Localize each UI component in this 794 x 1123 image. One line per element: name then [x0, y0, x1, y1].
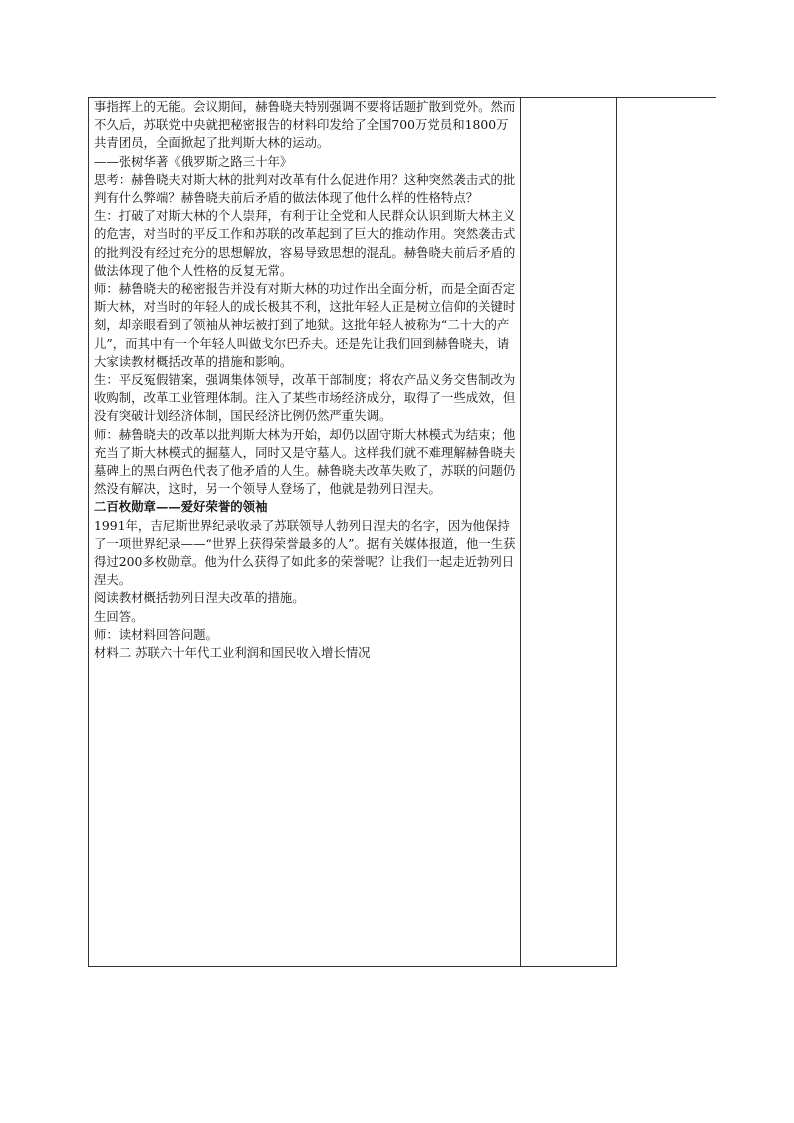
lesson-text-cell	[94, 98, 518, 662]
paragraph-1: 事指挥上的无能。会议期间，赫鲁晓夫特别强调不要将话题扩散到党外。然而不久后，苏联党中央就把秘密报告的材料印发给了全国700万党员和1800万共青团员，全面掀起了批判斯大林的运动。	[94, 99, 516, 151]
teacher-instruction: 师：读材料回答问题。	[94, 626, 218, 642]
table-bottom-border	[88, 966, 617, 967]
table-column-divider-2	[616, 97, 617, 967]
citation-line: ——张树华著《俄罗斯之路三十年》	[94, 153, 293, 169]
question-paragraph: 思考：赫鲁晓夫对斯大林的批判对改革有什么促进作用？这种突然袭击式的批判有什么弊端？赫鲁晓夫前后矛盾的做法体现了他什么样的性格特点？	[94, 171, 516, 206]
intro-paragraph: 1991年，吉尼斯世界纪录收录了苏联领导人勃列日涅夫的名字，因为他保持了一项世界纪录——“世界上获得荣誉最多的人”。据有关媒体报道，他一生获得过200多枚勋章。他为什么获得了如此多的荣誉呢？让我们一起走近勃列日涅夫。	[94, 517, 516, 588]
teacher-remark-1: 师：赫鲁晓夫的秘密报告并没有对斯大林的功过作出全面分析，而是全面否定斯大林，对当时的年轻人的成长极其不利，这批年轻人正是树立信仰的关键时刻，却亲眼看到了领袖从神坛被打到了地狱。这批年轻人被称为“二十大的产儿”，而其中有一个年轻人叫做戈尔巴乔夫。还是先让我们回到赫鲁晓夫，请大家读教材概括改革的措施和影响。	[94, 281, 516, 369]
teacher-remark-2: 师：赫鲁晓夫的改革以批判斯大林为开始，却仍以固守斯大林模式为结束；他充当了斯大林模式的掘墓人，同时又是守墓人。这样我们就不难理解赫鲁晓夫墓碑上的黑白两色代表了他矛盾的人生。赫鲁晓夫改革失败了，苏联的问题仍然没有解决，这时，另一个领导人登场了，他就是勃列日涅夫。	[94, 426, 516, 497]
reading-task: 阅读教材概括勃列日涅夫改革的措施。	[94, 590, 305, 606]
table-left-border	[88, 97, 89, 967]
student-answer-1: 生：打破了对斯大林的个人崇拜，有利于让全党和人民群众认识到斯大林主义的危害，对当时的平反工作和苏联的改革起到了巨大的推动作用。突然袭击式的批判没有经过充分的思想解放，容易导致思想的混乱。赫鲁晓夫前后矛盾的做法体现了他个人性格的反复无常。	[94, 208, 516, 278]
section-heading: 二百枚勋章——爱好荣誉的领袖	[94, 499, 268, 515]
table-column-divider-1	[520, 97, 521, 967]
material-title: 材料二 苏联六十年代工业利润和国民收入增长情况	[94, 645, 371, 661]
student-answer-2: 生：平反冤假错案，强调集体领导，改革干部制度；将农产品义务交售制改为收购制，改革工业管理体制。注入了某些市场经济成分，取得了一些成效，但没有突破计划经济体制，国民经济比例仍然严重失调。	[94, 372, 516, 424]
student-reply: 生回答。	[94, 608, 144, 624]
